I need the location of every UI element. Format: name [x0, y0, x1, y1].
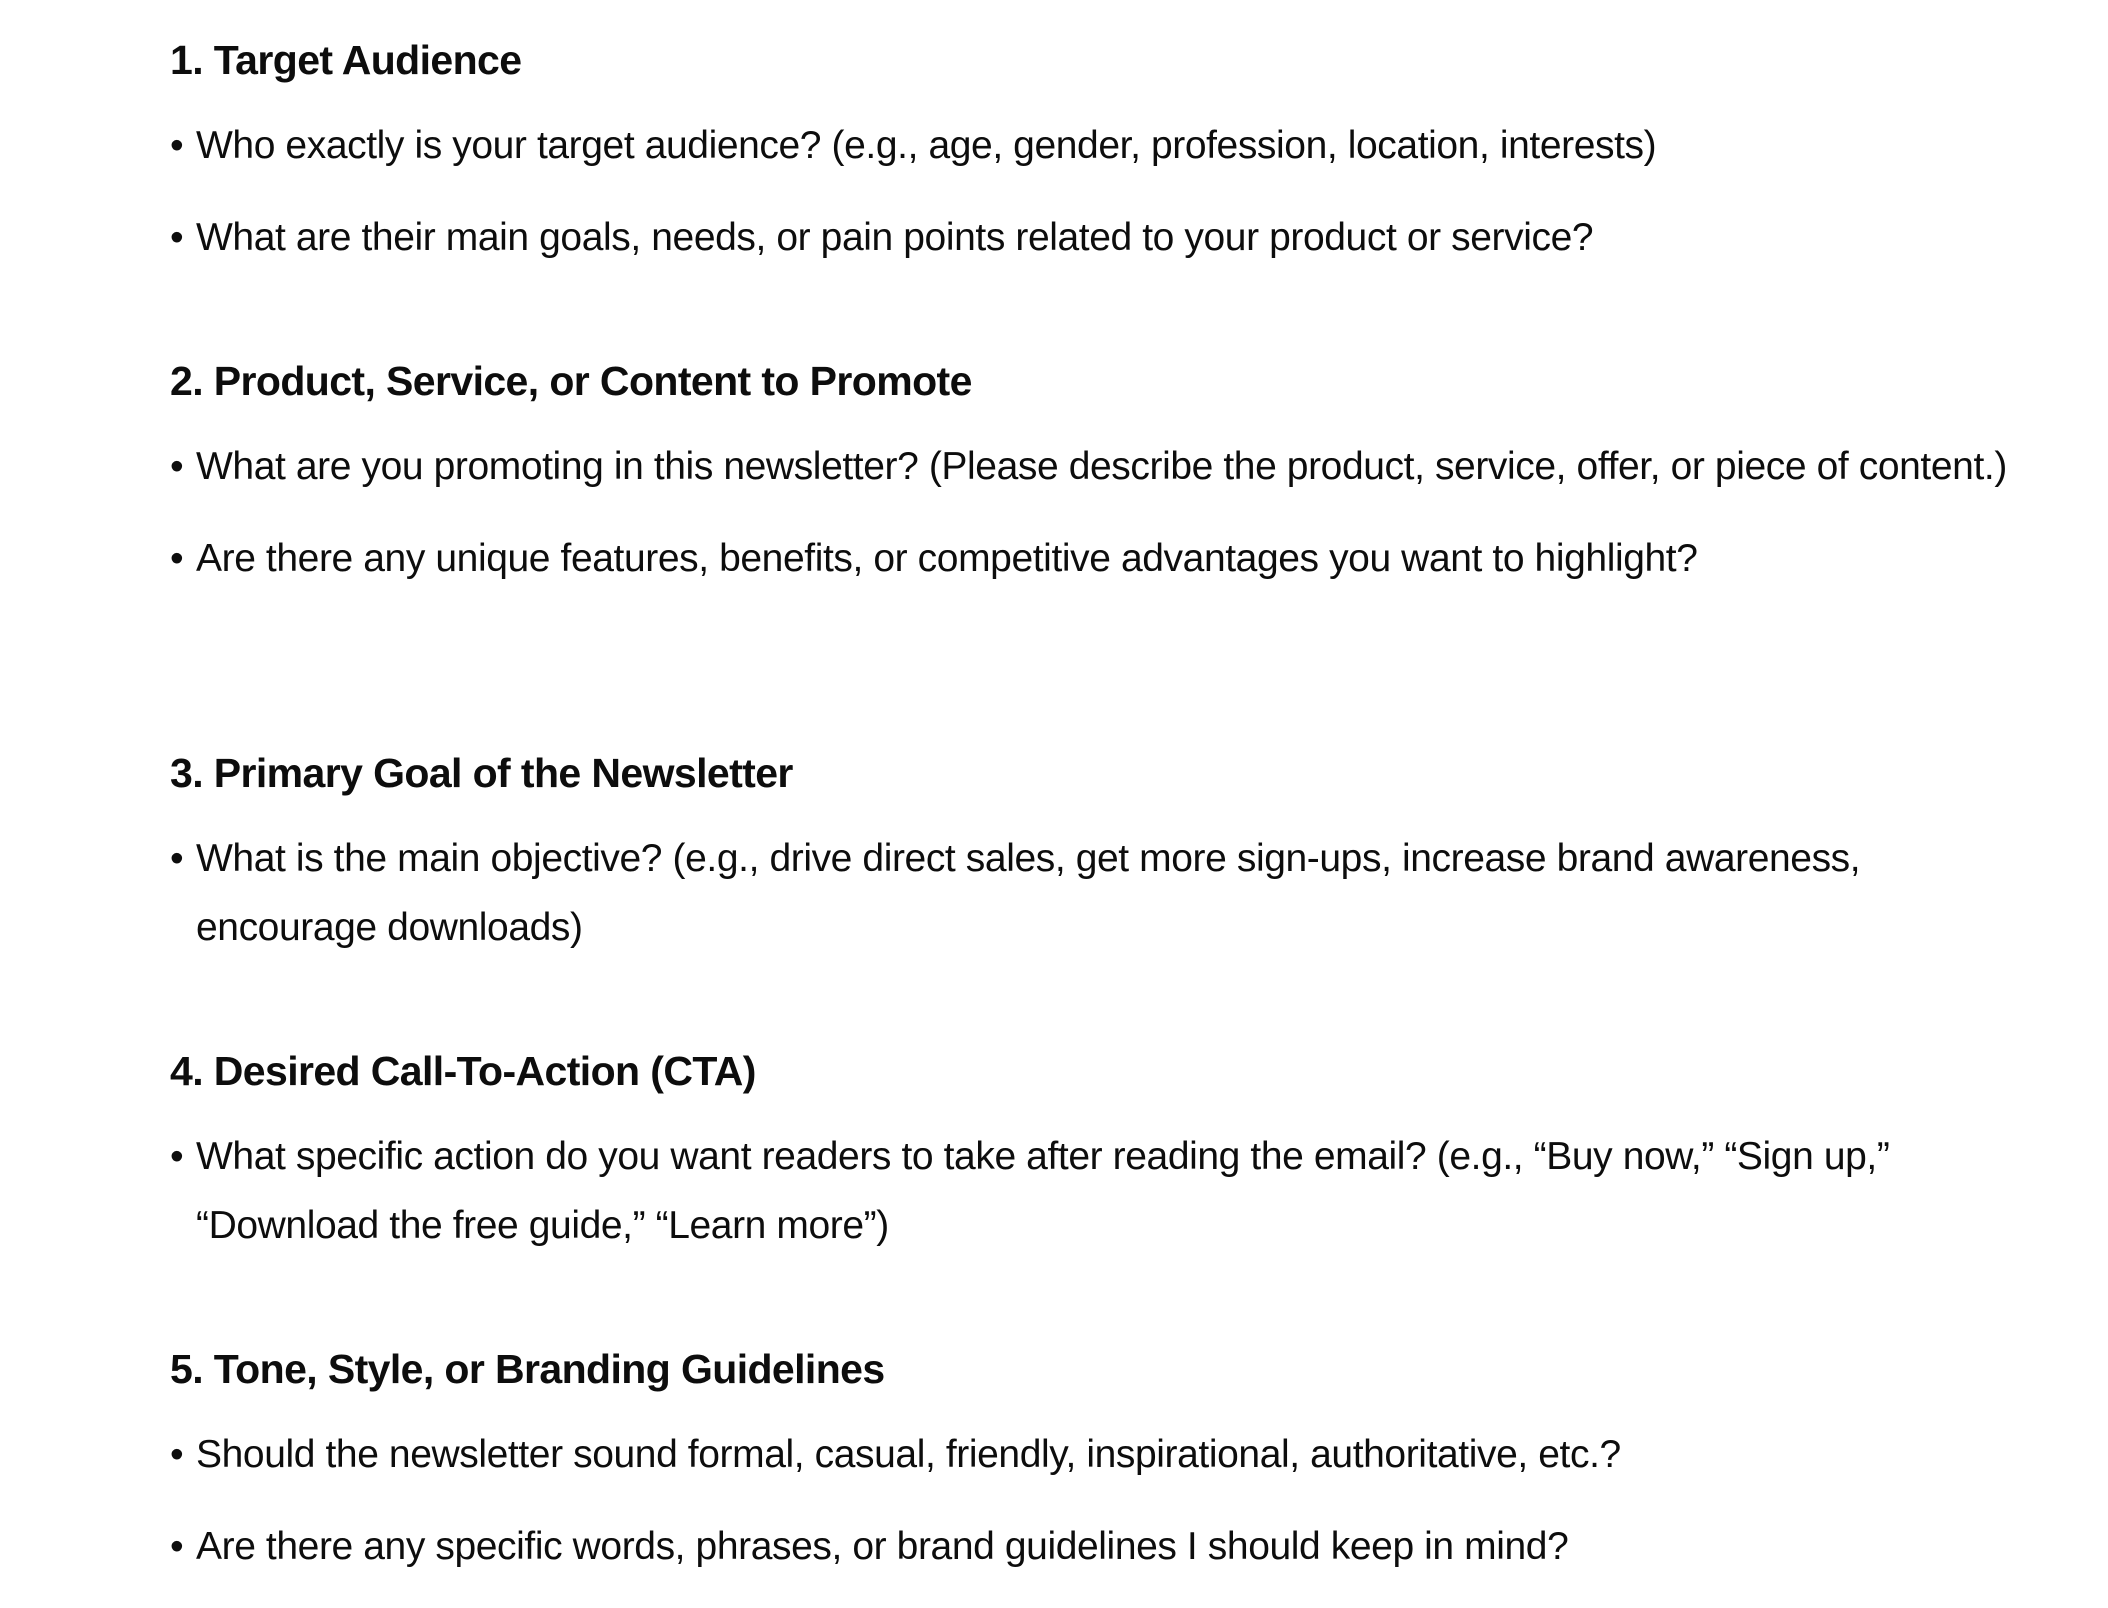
list-item: [170, 1122, 2050, 1260]
section-tone-style: [170, 1341, 2050, 1581]
section-product-service: [170, 353, 2050, 593]
section-call-to-action: [170, 1043, 2050, 1260]
bullet-icon: •: [170, 837, 184, 880]
list-item: [170, 432, 2050, 501]
list-item-text: Are there any unique features, benefits, or competitive advantages you want to highlight?: [196, 537, 1698, 580]
list-item-text: What are their main goals, needs, or pain points related to your product or service?: [196, 216, 1594, 259]
list-item: [170, 203, 2050, 272]
list-item-text: What are you promoting in this newsletter? (Please describe the product, service, offer, or piece of content.): [196, 445, 2007, 488]
bullet-icon: •: [170, 124, 184, 167]
list-item: [170, 111, 2050, 180]
bullet-list: [170, 1420, 2050, 1581]
bullet-icon: •: [170, 1433, 184, 1476]
bullet-icon: •: [170, 1135, 184, 1178]
section-heading: 3. Primary Goal of the Newsletter: [170, 750, 793, 796]
list-item: [170, 824, 2050, 962]
bullet-list: [170, 111, 2050, 272]
section-primary-goal: [170, 745, 2050, 962]
section-heading: 2. Product, Service, or Content to Promote: [170, 358, 972, 404]
section-heading: 4. Desired Call-To-Action (CTA): [170, 1048, 756, 1094]
bullet-list: [170, 432, 2050, 593]
list-item-text: What specific action do you want readers to take after reading the email? (e.g., “Buy now,” “Sign up,” “Download the free guide,” “Learn more”): [196, 1135, 1890, 1247]
bullet-list: [170, 1122, 2050, 1260]
section-heading: 5. Tone, Style, or Branding Guidelines: [170, 1346, 885, 1392]
bullet-icon: •: [170, 1525, 184, 1568]
bullet-list: [170, 824, 2050, 962]
list-item-text: Who exactly is your target audience? (e.g., age, gender, profession, location, interests): [196, 124, 1657, 167]
section-heading: 1. Target Audience: [170, 37, 522, 83]
bullet-icon: •: [170, 537, 184, 580]
section-target-audience: [170, 32, 2050, 272]
list-item: [170, 1512, 2050, 1581]
list-item-text: Are there any specific words, phrases, or brand guidelines I should keep in mind?: [196, 1525, 1569, 1568]
list-item-text: Should the newsletter sound formal, casual, friendly, inspirational, authoritative, etc.?: [196, 1433, 1621, 1476]
list-item: [170, 1420, 2050, 1489]
bullet-icon: •: [170, 445, 184, 488]
list-item: [170, 524, 2050, 593]
bullet-icon: •: [170, 216, 184, 259]
list-item-text: What is the main objective? (e.g., drive direct sales, get more sign-ups, increase brand awareness, encourage downloads): [196, 837, 1861, 949]
